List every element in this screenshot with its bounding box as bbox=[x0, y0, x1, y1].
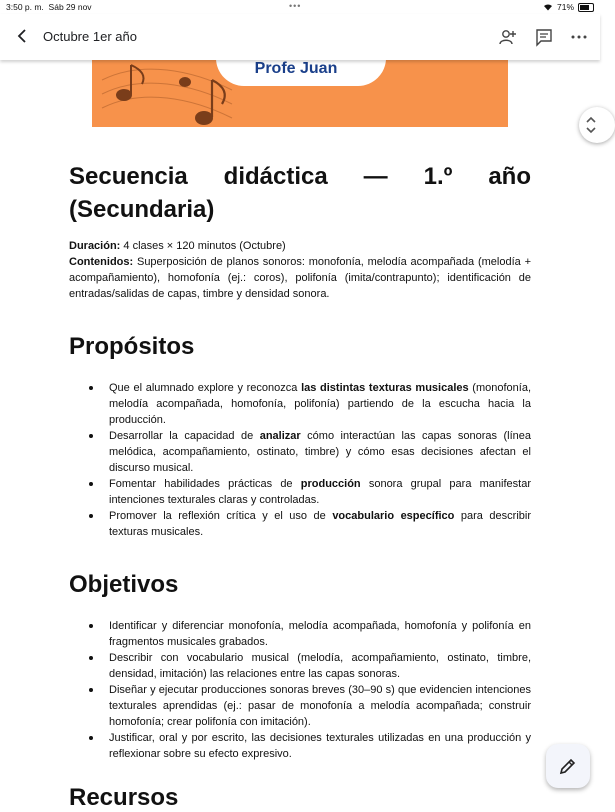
purpose-item bbox=[109, 428, 531, 476]
purpose-bold-text: las distintas texturas musicales bbox=[301, 382, 469, 394]
status-date: Sáb 29 nov bbox=[48, 2, 92, 12]
banner-subtitle: Profe Juan bbox=[254, 60, 338, 77]
document-content bbox=[69, 160, 531, 762]
bullet-icon bbox=[89, 688, 93, 692]
purpose-pre-text: Fomentar habilidades prácticas de bbox=[109, 478, 301, 490]
chevron-up-down-icon bbox=[584, 115, 598, 135]
objectives-list bbox=[69, 618, 531, 762]
purpose-post-text: cómo interactúan las capas sonoras (línea melódica, acompañamiento, ostinato, timbre) y cómo esas decisiones afectan el discurso musical. bbox=[109, 430, 531, 474]
purpose-bold-text: analizar bbox=[259, 430, 301, 442]
scroll-navigation-button[interactable] bbox=[579, 107, 615, 143]
purpose-pre-text: Que el alumnado explore y reconozca bbox=[109, 382, 302, 394]
heading-line-2: (Secundaria) bbox=[69, 196, 215, 223]
edit-button[interactable] bbox=[546, 744, 590, 788]
contents-value: Superposición de planos sonoros: monofonía, melodía acompañada (melodía + acompañamiento), homofonía (ej.: coros), polifonía (imita/contrapunto); identificación de entradas/salidas de capas, timbre y densidad sonora. bbox=[69, 256, 531, 300]
contents-label: Contenidos: bbox=[69, 256, 134, 268]
multitask-dots-icon[interactable]: ••• bbox=[289, 1, 302, 11]
purposes-heading: Propósitos bbox=[69, 333, 195, 360]
duration-label: Duración: bbox=[69, 240, 121, 252]
purposes-list bbox=[69, 380, 531, 540]
duration-line bbox=[69, 238, 531, 254]
bullet-icon bbox=[89, 482, 93, 486]
objectives-heading: Objetivos bbox=[69, 571, 179, 598]
purpose-pre-text: Desarrollar la capacidad de bbox=[109, 430, 260, 442]
heading-word: 1.º bbox=[423, 163, 453, 190]
wifi-icon bbox=[543, 3, 553, 11]
more-options-icon[interactable] bbox=[569, 27, 589, 47]
duration-value: 4 clases × 120 minutos (Octubre) bbox=[120, 240, 286, 252]
objective-item bbox=[109, 730, 531, 762]
purpose-bold-text: producción bbox=[300, 478, 361, 490]
objective-text: Describir con vocabulario musical (melodía, acompañamiento, ostinato, timbre, densidad, imitación) las relaciones entre las capas sonoras. bbox=[109, 652, 531, 680]
header-banner-image bbox=[92, 60, 508, 127]
purpose-post-text: para describir texturas musicales. bbox=[109, 510, 531, 538]
document-heading bbox=[69, 160, 531, 226]
status-time-date bbox=[6, 2, 92, 12]
bullet-icon bbox=[89, 624, 93, 628]
bullet-icon bbox=[89, 434, 93, 438]
back-arrow-icon[interactable] bbox=[14, 27, 32, 45]
battery-icon bbox=[578, 3, 594, 12]
heading-word: año bbox=[488, 163, 531, 190]
meta-info bbox=[69, 238, 531, 302]
purpose-post-text: (monofonía, melodía acompañada, homofonía, polifonía) partiendo de la escucha hacia la producción. bbox=[109, 382, 532, 426]
bullet-icon bbox=[89, 386, 93, 390]
add-person-icon[interactable] bbox=[498, 27, 518, 47]
status-bar bbox=[0, 0, 600, 14]
objective-item bbox=[109, 650, 531, 682]
status-right bbox=[543, 2, 594, 12]
objective-text: Identificar y diferenciar monofonía, melodía acompañada, homofonía y polifonía en fragmentos musicales grabados. bbox=[109, 620, 531, 648]
purpose-pre-text: Promover la reflexión crítica y el uso de bbox=[109, 510, 333, 522]
objective-text: Diseñar y ejecutar producciones sonoras breves (30–90 s) que evidencien intenciones texturales aprendidas (ej.: pasar de monofonía a melodía acompañada; construir homofonía; crear polifonía con imitación). bbox=[109, 684, 531, 728]
heading-word: — bbox=[363, 163, 388, 190]
objective-text: Justificar, oral y por escrito, las decisiones texturales utilizadas en una producción y reflexionar sobre su efecto expresivo. bbox=[109, 732, 531, 760]
bullet-icon bbox=[89, 656, 93, 660]
purpose-bold-text: vocabulario específico bbox=[332, 510, 455, 522]
pencil-icon bbox=[558, 756, 578, 776]
document-body[interactable] bbox=[0, 60, 600, 800]
objective-item bbox=[109, 618, 531, 650]
resources-heading: Recursos bbox=[69, 784, 179, 811]
objective-item bbox=[109, 682, 531, 730]
bullet-icon bbox=[89, 514, 93, 518]
music-notes-icon bbox=[102, 60, 232, 127]
heading-line-1 bbox=[69, 160, 531, 193]
purpose-post-text: sonora grupal para manifestar intenciones texturales claras y controladas. bbox=[109, 478, 531, 506]
purpose-item bbox=[109, 508, 531, 540]
purpose-item bbox=[109, 380, 531, 428]
document-title: Octubre 1er año bbox=[43, 29, 137, 44]
battery-percent: 71% bbox=[556, 2, 574, 12]
heading-word: Secuencia bbox=[69, 163, 188, 190]
contents-line bbox=[69, 254, 531, 302]
bullet-icon bbox=[89, 736, 93, 740]
status-time: 3:50 p. m. bbox=[6, 2, 44, 12]
comment-icon[interactable] bbox=[534, 27, 554, 47]
purpose-item bbox=[109, 476, 531, 508]
app-bar bbox=[0, 14, 600, 60]
heading-word: didáctica bbox=[223, 163, 328, 190]
